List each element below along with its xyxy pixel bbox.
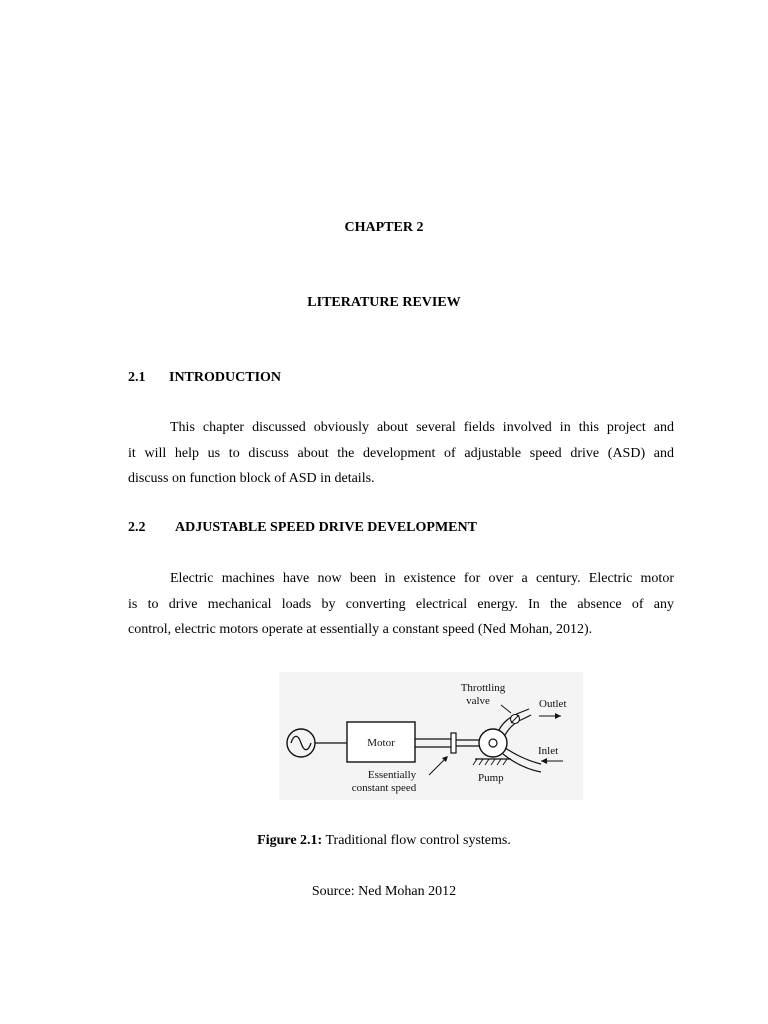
- valve-label: valve: [466, 695, 490, 707]
- essentially-label: Essentially: [367, 769, 417, 781]
- paragraph-line: control, electric motors operate at essentially a constant speed (Ned Mohan, 2012).: [128, 622, 593, 637]
- chapter-number: CHAPTER 2: [344, 220, 424, 235]
- section-heading-2-2: [128, 520, 477, 536]
- constant-speed-label: constant speed: [351, 782, 417, 794]
- section-heading-2-1: [128, 370, 281, 386]
- figure-caption-label: Figure 2.1:: [257, 833, 323, 848]
- figure-caption: [0, 833, 768, 849]
- paragraph-line: it will help us to discuss about the development of adjustable speed drive (ASD) and: [128, 445, 674, 461]
- chapter-title: LITERATURE REVIEW: [307, 295, 461, 310]
- outlet-label: Outlet: [539, 698, 567, 710]
- section-title: INTRODUCTION: [169, 370, 282, 385]
- paragraph-introduction: [128, 415, 674, 492]
- paragraph-line: Electric machines have now been in existence for over a century. Electric motor: [170, 571, 674, 586]
- throttling-valve-icon: [511, 715, 520, 724]
- figure-background: [279, 672, 583, 800]
- figure-source: Source: Ned Mohan 2012: [311, 884, 457, 899]
- section-title: ADJUSTABLE SPEED DRIVE DEVELOPMENT: [175, 520, 477, 535]
- paragraph-line: discuss on function block of ASD in details.: [128, 471, 375, 486]
- motor-label: Motor: [367, 737, 395, 749]
- inlet-label: Inlet: [538, 745, 559, 757]
- paragraph-line: is to drive mechanical loads by converting electrical energy. In the absence of any: [128, 596, 674, 612]
- figure-caption-text: Traditional flow control systems.: [322, 833, 511, 848]
- coupling: [451, 733, 456, 753]
- pump-label: Pump: [478, 772, 504, 784]
- throttling-label: Throttling: [460, 682, 506, 694]
- section-number: 2.2: [128, 520, 146, 535]
- section-number: 2.1: [128, 370, 146, 385]
- flow-control-diagram: [279, 672, 583, 800]
- paragraph-line: This chapter discussed obviously about several fields involved in this project and: [170, 420, 674, 435]
- paragraph-asd-development: [128, 566, 674, 643]
